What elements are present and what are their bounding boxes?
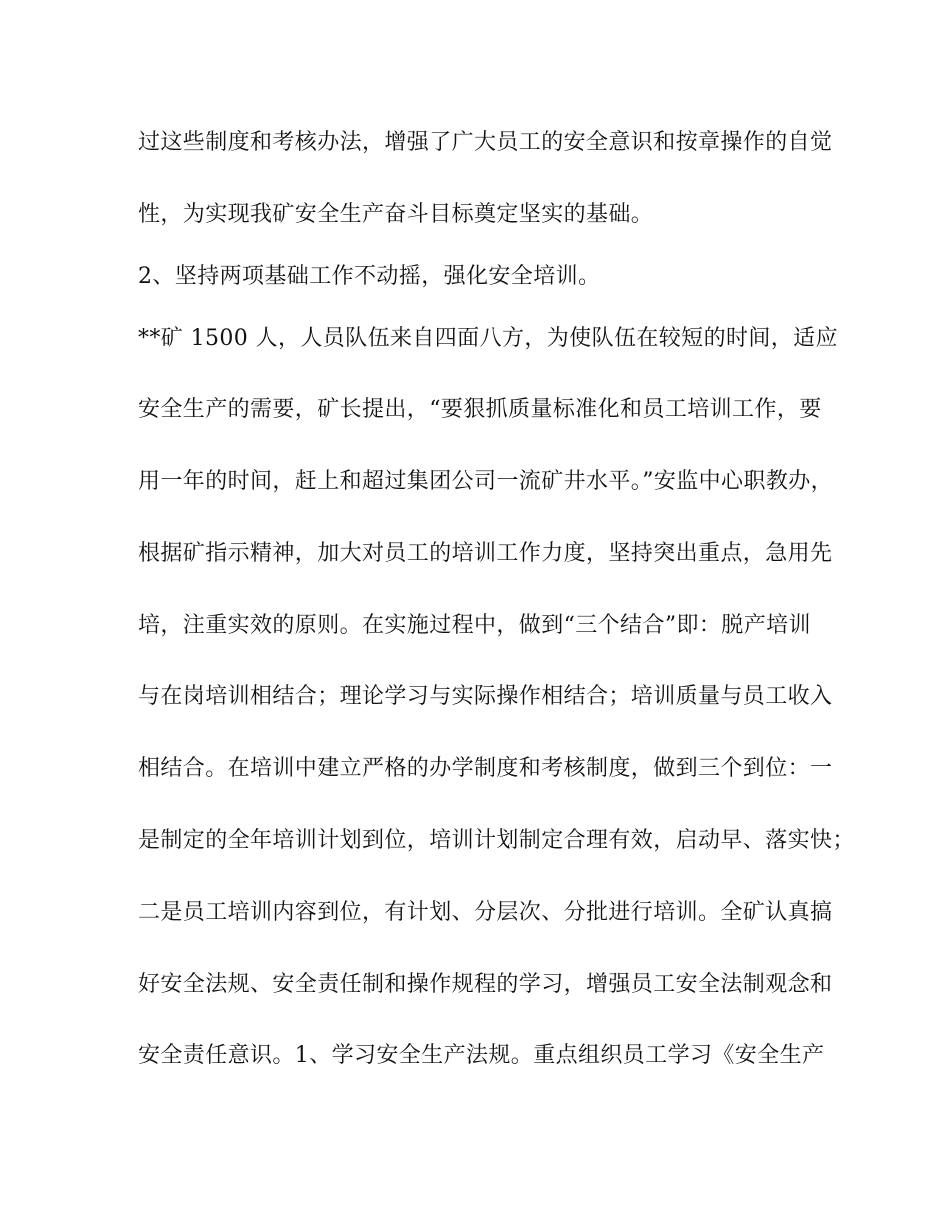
body-text-line: 培，注重实效的原则。在实施过程中，做到“三个结合”即：脱产培训 bbox=[138, 613, 811, 638]
body-text-line: 二是员工培训内容到位，有计划、分层次、分批进行培训。全矿认真搞 bbox=[138, 900, 833, 925]
body-text-line: 与在岗培训相结合；理论学习与实际操作相结合；培训质量与员工收入 bbox=[138, 684, 833, 709]
body-text-line: 用一年的时间，赶上和超过集团公司一流矿井水平。”安监中心职教办， bbox=[138, 469, 834, 494]
body-text-line: 过这些制度和考核办法，增强了广大员工的安全意识和按章操作的自觉 bbox=[138, 130, 833, 155]
body-text-line: 安全生产的需要，矿长提出，“要狠抓质量标准化和员工培训工作，要 bbox=[138, 397, 822, 422]
section-heading: 2、坚持两项基础工作不动摇，强化安全培训。 bbox=[138, 264, 601, 289]
body-text-line: 安全责任意识。1、学习安全生产法规。重点组织员工学习《安全生产 bbox=[138, 1043, 825, 1068]
body-text-line: 好安全法规、安全责任制和操作规程的学习，增强员工安全法制观念和 bbox=[138, 972, 833, 997]
body-text-line: 性，为实现我矿安全生产奋斗目标奠定坚实的基础。 bbox=[138, 202, 654, 227]
body-text-line: 相结合。在培训中建立严格的办学制度和考核制度，做到三个到位：一 bbox=[138, 756, 833, 781]
body-text-line: 根据矿指示精神，加大对员工的培训工作力度，坚持突出重点，急用先 bbox=[138, 541, 833, 566]
body-text-line: 是制定的全年培训计划到位，培训计划制定合理有效，启动早、落实快； bbox=[138, 828, 855, 853]
body-text-line: **矿 1500 人，人员队伍来自四面八方，为使队伍在较短的时间，适应 bbox=[138, 326, 838, 351]
